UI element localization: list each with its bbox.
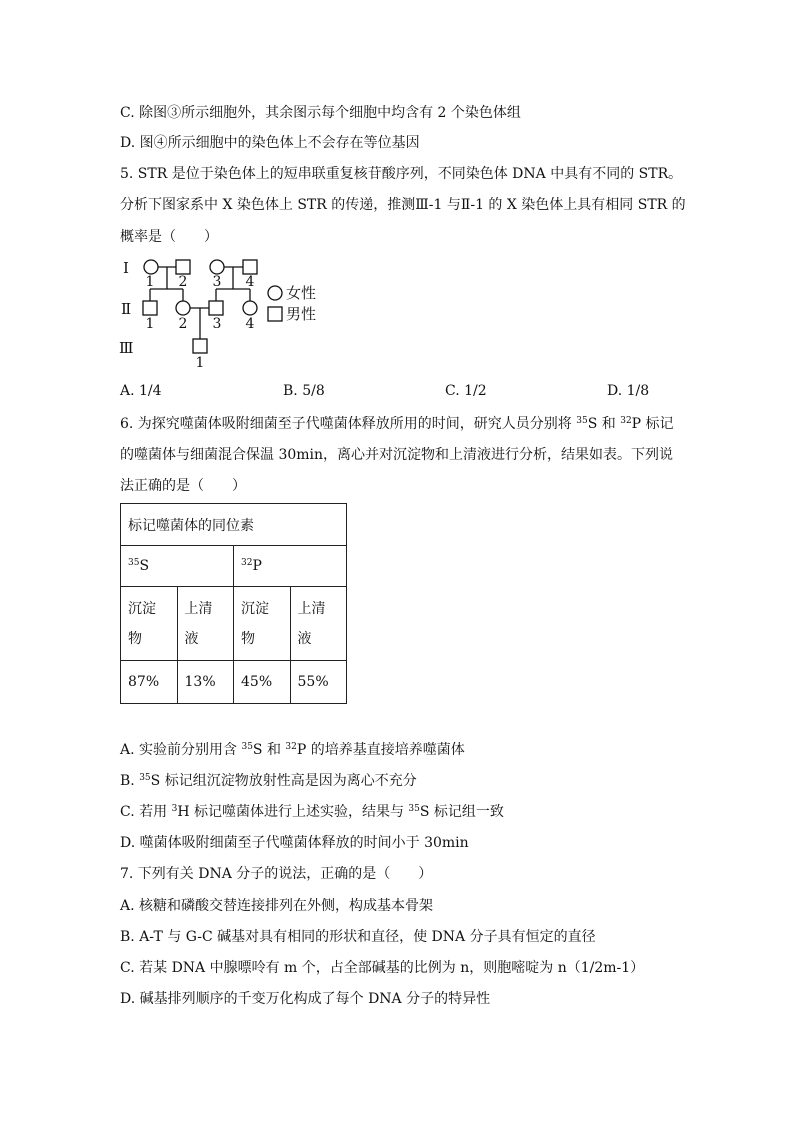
- gen1-num-1: 1: [145, 274, 155, 290]
- gen2-num-4: 4: [245, 316, 255, 332]
- q4-option-c: C. 除图③所示细胞外，其余图示每个细胞中均含有 2 个染色体组: [120, 105, 521, 121]
- q6-stem-s-symbol: S: [587, 416, 598, 432]
- gen1-female-1: [144, 260, 158, 274]
- table-s35-header: [121, 546, 234, 587]
- gen2-male-1: [143, 301, 157, 315]
- table-value-precipitate-p: 45%: [234, 661, 291, 704]
- table-s35-symbol: S: [139, 558, 150, 574]
- q7-option-d: D. 碱基排列顺序的千变万化构成了每个 DNA 分子的特异性: [120, 991, 491, 1007]
- q6-option-c-s-mass: 35: [408, 804, 420, 814]
- q5-option-b: B. 5/8: [283, 383, 325, 399]
- q6-option-c-text-3: S 标记组一致: [419, 804, 504, 820]
- table-title: 标记噬菌体的同位素: [121, 504, 347, 546]
- table-header-precipitate-s: 沉淀物: [121, 587, 178, 661]
- gen-label-2: Ⅱ: [121, 300, 132, 318]
- q6-option-a-text-3: P 的培养基直接培养噬菌体: [296, 742, 465, 758]
- gen-label-3: Ⅲ: [119, 339, 134, 357]
- gen2-num-3: 3: [212, 316, 222, 332]
- q6-stem-and: 和: [597, 416, 621, 432]
- q7-stem: 7. 下列有关 DNA 分子的说法，正确的是（ ）: [120, 866, 433, 882]
- q5-stem-line2: 分析下图家系中 X 染色体上 STR 的传递，推测Ⅲ-1 与Ⅱ-1 的 X 染色体上具有相同 STR 的: [120, 197, 686, 213]
- q6-option-a: [120, 740, 465, 760]
- gen2-female-2: [176, 301, 190, 315]
- gen-label-1: Ⅰ: [123, 259, 129, 277]
- gen1-num-4: 4: [245, 274, 255, 290]
- table-s35-mass: 35: [128, 558, 140, 568]
- q6-option-b-text-2: S 标记组沉淀物放射性高是因为离心不充分: [150, 773, 417, 789]
- q5-option-d: D. 1/8: [607, 383, 650, 399]
- legend-female-label: 女性: [286, 284, 317, 302]
- q6-stem-text-b: 标记: [641, 416, 674, 432]
- gen1-male-4: [243, 260, 257, 274]
- gen2-num-1: 1: [145, 316, 155, 332]
- table-p32-header: [234, 546, 347, 587]
- q6-option-b: [120, 771, 417, 791]
- q6-stem-text-a: 6. 为探究噬菌体吸附细菌至子代噬菌体释放所用的时间，研究人员分别将: [120, 416, 577, 432]
- table-header-supernatant-s: 上清液: [177, 587, 234, 661]
- gen2-num-2: 2: [178, 316, 188, 332]
- q6-option-a-text-2: S 和: [252, 742, 286, 758]
- q6-stem-s-mass: 35: [576, 416, 588, 426]
- q6-option-c-text-2: H 标记噬菌体进行上述实验，结果与: [177, 804, 409, 820]
- q6-option-c: [120, 802, 504, 822]
- table-value-supernatant-p: 55%: [290, 661, 347, 704]
- q5-option-a: A. 1/4: [120, 383, 162, 399]
- pedigree-diagram: [115, 252, 335, 374]
- q6-option-b-text-1: B.: [120, 773, 140, 789]
- table-value-supernatant-s: 13%: [177, 661, 234, 704]
- legend-male-icon: [268, 307, 282, 321]
- q6-stem-p-mass: 32: [620, 416, 632, 426]
- q6-option-b-s-mass: 35: [139, 773, 151, 783]
- table-p32-symbol: P: [252, 558, 262, 574]
- q6-option-a-s-mass: 35: [241, 742, 253, 752]
- q6-option-d: D. 噬菌体吸附细菌至子代噬菌体释放的时间小于 30min: [120, 835, 469, 851]
- gen2-male-3: [209, 301, 223, 315]
- q5-stem-line3: 概率是（ ）: [120, 229, 218, 245]
- table-header-precipitate-p: 沉淀物: [234, 587, 291, 661]
- gen1-female-3: [210, 260, 224, 274]
- q7-option-c: C. 若某 DNA 中腺嘌呤有 m 个，占全部碱基的比例为 n，则胞嘧啶为 n（1/2m-1）: [120, 960, 645, 976]
- isotope-result-table: [120, 503, 347, 704]
- gen3-male-1: [193, 339, 207, 353]
- q7-option-a: A. 核糖和磷酸交替连接排列在外侧，构成基本骨架: [120, 898, 434, 914]
- q4-option-d: D. 图④所示细胞中的染色体上不会存在等位基因: [120, 135, 420, 151]
- q6-stem-line2: 的噬菌体与细菌混合保温 30min，离心并对沉淀物和上清液进行分析，结果如表。下列说: [120, 447, 674, 463]
- q6-stem-line1: [120, 414, 674, 434]
- table-value-precipitate-s: 87%: [121, 661, 178, 704]
- gen2-female-4: [243, 301, 257, 315]
- q6-option-a-p-mass: 32: [285, 742, 297, 752]
- q6-stem-line3: 法正确的是（ ）: [120, 478, 246, 494]
- legend-female-icon: [268, 286, 282, 300]
- table-header-supernatant-p: 上清液: [290, 587, 347, 661]
- table-p32-mass: 32: [241, 558, 253, 568]
- gen1-male-2: [176, 260, 190, 274]
- q6-option-a-text-1: A. 实验前分别用含: [120, 742, 242, 758]
- gen1-num-2: 2: [178, 274, 188, 290]
- gen1-num-3: 3: [212, 274, 222, 290]
- q5-option-c: C. 1/2: [445, 383, 487, 399]
- q6-option-c-h-mass: 3: [171, 804, 178, 814]
- q6-option-c-text-1: C. 若用: [120, 804, 172, 820]
- legend-male-label: 男性: [286, 305, 317, 323]
- q5-stem-line1: 5. STR 是位于染色体上的短串联重复核苷酸序列，不同染色体 DNA 中具有不同的 STR。: [120, 166, 683, 182]
- q6-stem-p-symbol: P: [631, 416, 642, 432]
- q7-option-b: B. A-T 与 G-C 碱基对具有相同的形状和直径，使 DNA 分子具有恒定的直径: [120, 929, 596, 945]
- gen3-num-1: 1: [195, 355, 205, 371]
